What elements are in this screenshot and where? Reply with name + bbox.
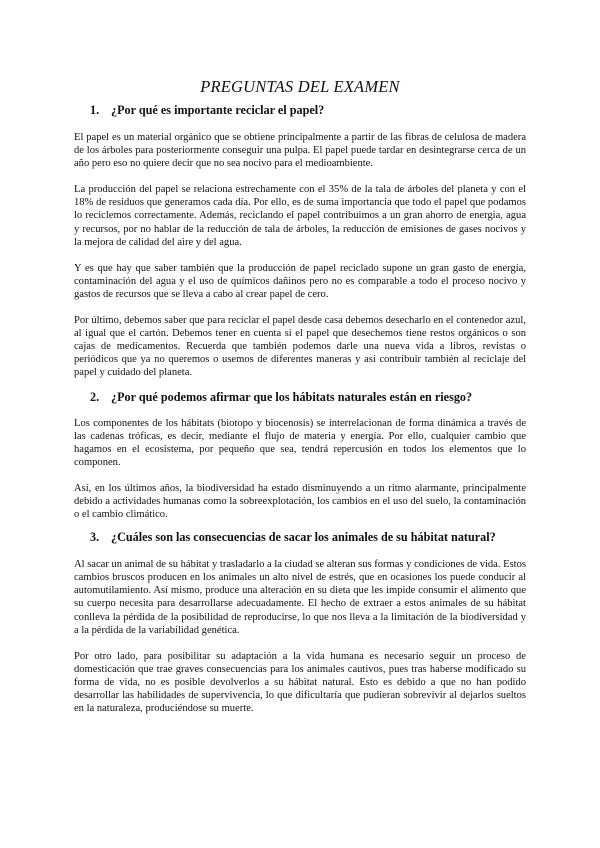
question-heading-3 xyxy=(74,530,526,545)
paragraph: La producción del papel se relaciona estrechamente con el 35% de la tala de árboles del planeta y con el 18% de residuos que generamos cada día. Por ello, es de suma importancia que todo el papel que podamos lo reciclemos correctamente. Además, reciclando el papel contribuimos a un gran ahorro de energía, agua y recursos, por no hablar de la reducción de tala de árboles, la reducción de emisiones de gases nocivos y la mejora de calidad del aire y del agua. xyxy=(74,184,526,248)
question-section-2 xyxy=(74,390,526,522)
question-heading-2 xyxy=(74,390,526,405)
paragraph: Los componentes de los hábitats (biotopo y biocenosis) se interrelacionan de forma dinámica a través de las cadenas tróficas, es decir, mediante el flujo de materia y energía. Por ello, cualquier cambio que hagamos en el ecosistema, por pequeño que sea, tendrá repercusión en todos los elementos que lo componen. xyxy=(74,417,526,468)
paragraph: Por otro lado, para posibilitar su adaptación a la vida humana es necesario seguir un proceso de domesticación que trae graves consecuencias para los animales cautivos, pues tras haberse modificado su forma de vida, no es posible devolverlos a su hábitat natural. Esto es debido a que no han podido desarrollar las habilidades de supervivencia, lo que dificultaría que pudieran sobrevivir al dejarlos sueltos en la naturaleza, produciéndose su muerte. xyxy=(74,650,526,715)
paragraph: Al sacar un animal de su hábitat y trasladarlo a la ciudad se alteran sus formas y condiciones de vida. Estos cambios bruscos producen en los animales un alto nivel de estrés, que en ocasiones los puede conducir al automutilamiento. Así mismo, produce una alteración en su dieta que les impide consumir el alimento que su cuerpo necesita para desarrollarse adecuadamente. El hecho de extraer a estos animales de su hábitat conlleva la pérdida de la posibilidad de reproducirse, lo que nos lleva a la limitación de la biodiversidad y a la pérdida de la variabilidad genética. xyxy=(74,559,526,636)
paragraph: Y es que hay que saber también que la producción de papel reciclado supone un gran gasto de energía, contaminación del agua y el uso de químicos dañinos pero no es comparable a todo el proceso nocivo y gastos de recursos que se lleva a cabo al crear papel de cero. xyxy=(74,262,526,300)
question-number: 3. xyxy=(90,530,100,545)
question-text: ¿Por qué es importante reciclar el papel? xyxy=(111,103,325,117)
question-number: 1. xyxy=(90,103,100,117)
paragraph: El papel es un material orgánico que se obtiene principalmente a partir de las fibras de celulosa de madera de los árboles para posteriormente conseguir una pulpa. El papel puede tardar en desintegrarse cerca de un año pero eso no quiere decir que no sea nocivo para el medioambiente. xyxy=(74,132,526,170)
question-section-1 xyxy=(74,103,526,380)
question-text: ¿Por qué podemos afirmar que los hábitats naturales están en riesgo? xyxy=(111,389,473,404)
question-text: ¿Cuáles son las consecuencias de sacar los animales de su hábitat natural? xyxy=(111,530,496,545)
question-heading-1 xyxy=(74,103,526,118)
document-title: PREGUNTAS DEL EXAMEN xyxy=(200,77,400,96)
paragraph: Así, en los últimos años, la biodiversidad ha estado disminuyendo a un ritmo alarmante, principalmente debido a actividades humanas como la sobreexplotación, los cambios en el uso del suelo, la contaminación o el cambio climático. xyxy=(74,482,526,521)
question-number: 2. xyxy=(90,389,100,404)
paragraph: Por último, debemos saber que para reciclar el papel desde casa debemos desecharlo en el contenedor azul, al igual que el cartón. Debemos tener en cuenta si el papel que desechemos tiene restos orgánicos o son cajas de medicamentos. Recuerda que también podemos darle una nueva vida a libros, revistas o periódicos que ya no queremos o usemos de diferentes maneras y así contribuir también al reciclaje del papel y cuidado del planeta. xyxy=(74,315,526,379)
question-section-3 xyxy=(74,530,526,715)
